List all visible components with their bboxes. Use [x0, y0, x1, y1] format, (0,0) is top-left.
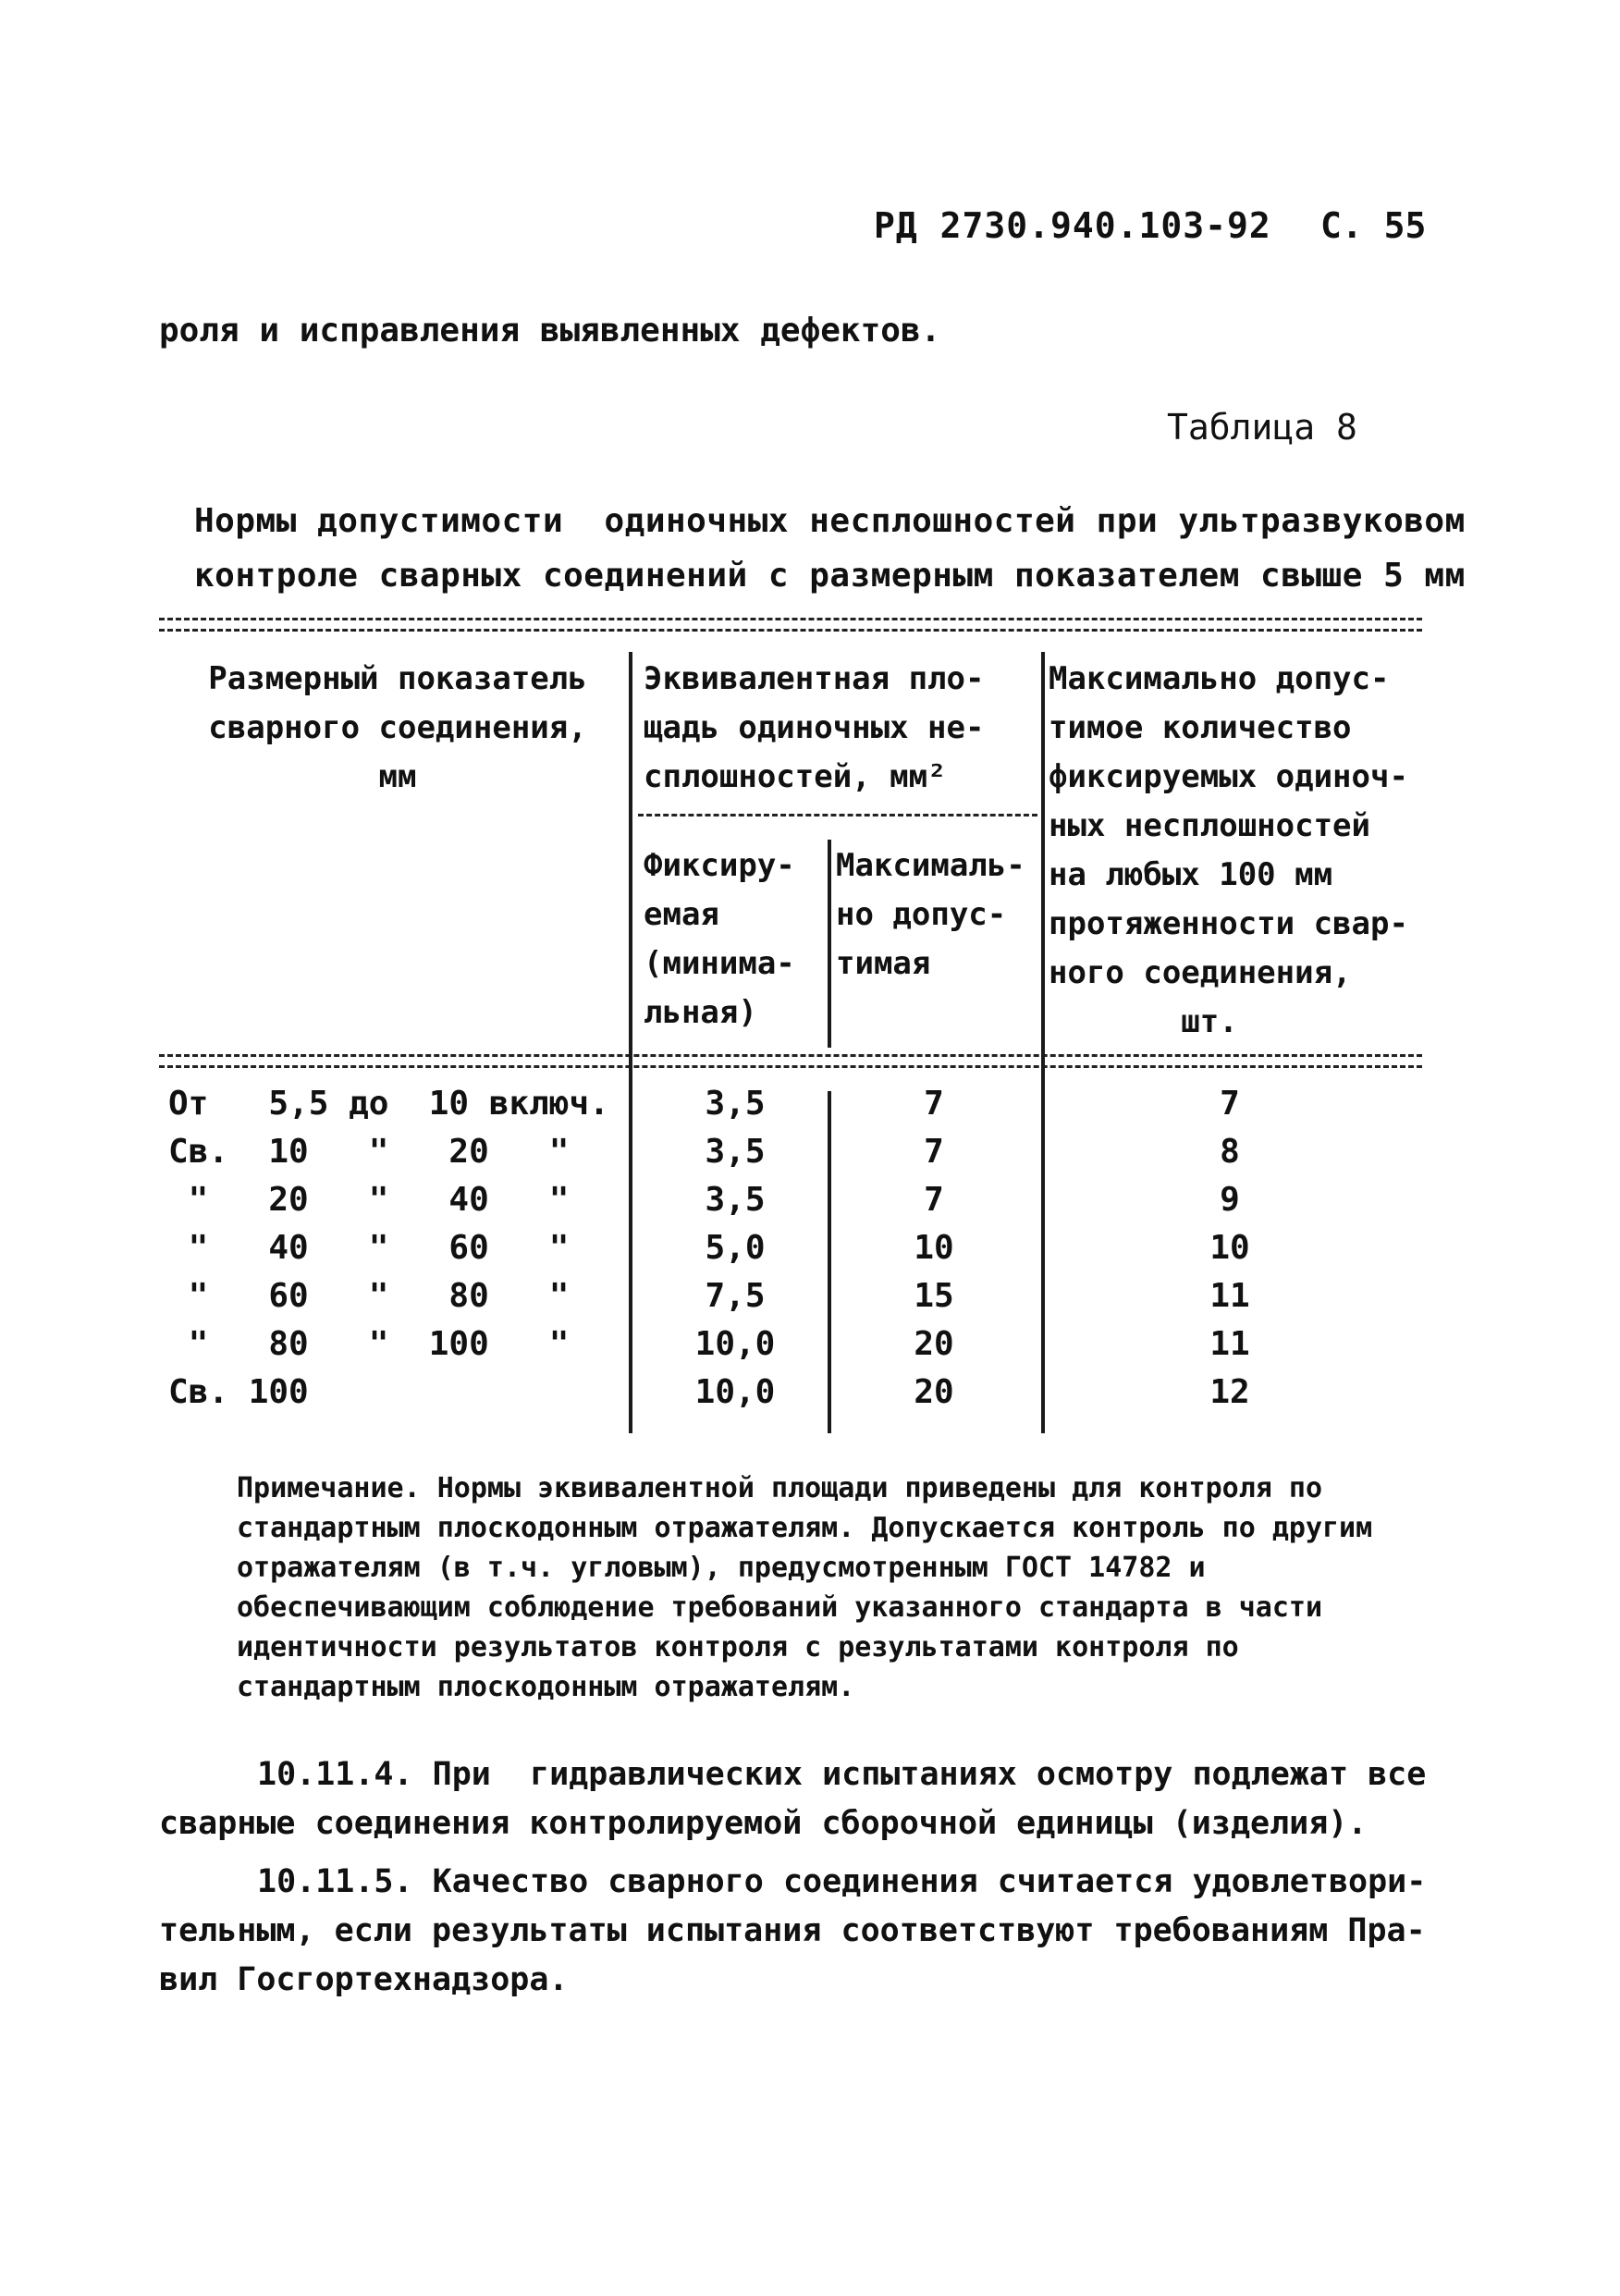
table-cell-max-allowed: 10: [914, 1229, 954, 1267]
document-code: РД 2730.940.103-92: [874, 205, 1271, 246]
note-text: Нормы эквивалентной площади приведены для контроля по стандартным плоскодонным отражателям. Допускается контроль по другим отражателям (в т.ч. угловым), предусмотренным ГОСТ 14782 и обеспечивающим соблюдение требований указанного стандарта в части идентичности результатов контроля с результатами контроля по стандартным плоскодонным отражателям.: [237, 1472, 1373, 1703]
table-cell-fixed: 5,0: [705, 1229, 766, 1267]
column-divider: [828, 1091, 831, 1433]
table-cell-range: От 5,5 до 10 включ.: [168, 1085, 609, 1123]
table-cell-fixed: 3,5: [705, 1133, 766, 1171]
table-title-line-1: Нормы допустимости одиночных несплошностей при ультразвуковом: [194, 502, 1466, 540]
table-cell-max-count: 7: [1220, 1085, 1240, 1123]
table-cell-max-allowed: 7: [924, 1085, 944, 1123]
table-cell-max-allowed: 20: [914, 1373, 954, 1411]
table-cell-fixed: 3,5: [705, 1085, 766, 1123]
page-number: С. 55: [1320, 205, 1427, 246]
table-cell-range: " 60 " 80 ": [168, 1277, 570, 1315]
table-cell-range: " 40 " 60 ": [168, 1229, 570, 1267]
header-max-allowed: Максималь- но допус- тимая: [836, 847, 1025, 982]
paragraph-10-11-4-line-1: 10.11.4. При гидравлических испытаниях осмотру подлежат все: [257, 1756, 1427, 1793]
table-cell-max-allowed: 20: [914, 1325, 954, 1363]
table-label: Таблица 8: [1167, 407, 1357, 448]
table-cell-max-allowed: 7: [924, 1181, 944, 1219]
header-fixed: Фиксиру- емая (минима- льная): [644, 847, 795, 1031]
table-cell-max-count: 8: [1220, 1133, 1240, 1171]
header-subdivider: [638, 814, 1037, 816]
table-cell-max-allowed: 7: [924, 1133, 944, 1171]
table-cell-fixed: 3,5: [705, 1181, 766, 1219]
header-max-count: Максимально допус- тимое количество фиксируемых одиноч- ных несплошностей на любых 100 мм протяженности свар- ного соединения, шт.: [1049, 660, 1408, 1040]
paragraph-10-11-5-line-3: вил Госгортехнадзора.: [159, 1961, 569, 1998]
header-size-text: Размерный показатель сварного соединения, мм: [208, 660, 587, 795]
continuation-text: роля и исправления выявленных дефектов.: [159, 312, 941, 350]
table-cell-max-count: 12: [1209, 1373, 1250, 1411]
table-cell-fixed: 10,0: [694, 1373, 776, 1411]
table-cell-max-count: 10: [1209, 1229, 1250, 1267]
column-divider: [629, 652, 632, 1433]
paragraph-10-11-4-line-2: сварные соединения контролируемой сборочной единицы (изделия).: [159, 1805, 1368, 1842]
table-cell-fixed: 7,5: [705, 1277, 766, 1315]
table-cell-fixed: 10,0: [694, 1325, 776, 1363]
table-cell-max-count: 11: [1209, 1277, 1250, 1315]
table-cell-max-count: 11: [1209, 1325, 1250, 1363]
paragraph-10-11-5-line-1: 10.11.5. Качество сварного соединения считается удовлетвори-: [257, 1863, 1427, 1900]
table-cell-range: Св. 10 " 20 ": [168, 1133, 570, 1171]
column-divider: [1041, 652, 1045, 1433]
header-size: [176, 655, 620, 802]
header-equiv-area: Эквивалентная пло- щадь одиночных не- сплошностей, мм²: [644, 660, 985, 795]
table-top-rule: [159, 618, 1422, 632]
table-title-line-2: контроле сварных соединений с размерным показателем свыше 5 мм: [194, 557, 1466, 595]
table-cell-range: " 20 " 40 ": [168, 1181, 570, 1219]
note-label: Примечание.: [237, 1472, 421, 1504]
table-cell-range: " 80 " 100 ": [168, 1325, 570, 1363]
table-cell-range: Св. 100: [168, 1373, 309, 1411]
column-divider: [828, 840, 831, 1048]
table-cell-max-allowed: 15: [914, 1277, 954, 1315]
table-note: [237, 1468, 1430, 1707]
paragraph-10-11-5-line-2: тельным, если результаты испытания соответствуют требованиям Пра-: [159, 1912, 1426, 1949]
table-cell-max-count: 9: [1220, 1181, 1240, 1219]
table-header-rule: [159, 1054, 1422, 1068]
